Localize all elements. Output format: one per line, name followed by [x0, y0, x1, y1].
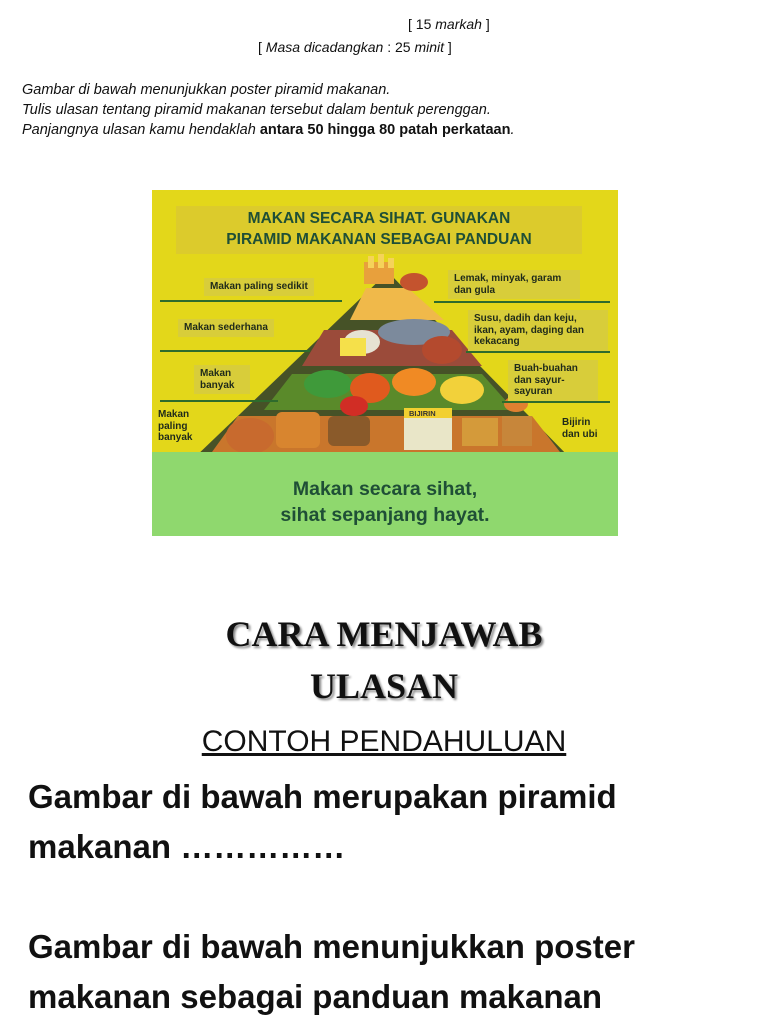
divider-line: [160, 350, 310, 352]
bijirin-tag: BIJIRIN: [409, 409, 436, 418]
label-bijirin-ubi: Bijirin dan ubi: [562, 417, 598, 440]
time-unit: minit: [414, 39, 445, 55]
poster-slogan-line-1: Makan secara sihat,: [292, 478, 478, 500]
time-line: [ Masa dicadangkan : 25 minit ]: [258, 39, 452, 55]
instruction-line-2: Tulis ulasan tentang piramid makanan tersebut dalam bentuk perenggan.: [22, 102, 491, 118]
instruction-line-3-end: .: [510, 122, 515, 138]
section-heading-line-1: CARA MENJAWAB: [225, 614, 543, 654]
label-makan-paling-sedikit: Makan paling sedikit: [204, 278, 314, 296]
marks-word: markah: [435, 16, 482, 32]
instruction-line-1: Gambar di bawah menunjukkan poster piramid makanan.: [22, 82, 391, 98]
divider-line: [502, 401, 610, 403]
time-value: 25: [394, 39, 411, 55]
instruction-word-count: antara 50 hingga 80 patah perkataan: [259, 122, 511, 138]
divider-line: [160, 300, 342, 302]
example-paragraph-1: [28, 772, 748, 872]
instructions: [22, 80, 742, 140]
example-2-line-2: makanan sebagai panduan makanan: [28, 978, 603, 1015]
example-1-line-2: makanan ……………: [28, 828, 346, 865]
example-paragraph-2: [28, 922, 748, 1022]
example-2-line-1: Gambar di bawah menunjukkan poster: [28, 928, 635, 965]
divider-line: [434, 301, 610, 303]
subheading: CONTOH PENDAHULUAN: [201, 725, 567, 758]
label-makan-banyak: Makan banyak: [194, 365, 250, 394]
example-1-line-1: Gambar di bawah merupakan piramid: [28, 778, 617, 815]
label-buah-sayur: Buah-buahan dan sayur-sayuran: [508, 360, 598, 401]
time-label: Masa dicadangkan: [265, 39, 384, 55]
divider-line: [466, 351, 610, 353]
instruction-line-3: [22, 120, 742, 140]
label-makan-sederhana: Makan sederhana: [178, 319, 274, 337]
marks-line: [ 15 markah ]: [408, 16, 490, 32]
poster-title-line-1: MAKAN SECARA SIHAT. GUNAKAN: [247, 210, 511, 227]
poster-slogan: [152, 476, 618, 528]
marks-value: 15: [415, 16, 432, 32]
poster-title-line-2: PIRAMID MAKANAN SEBAGAI PANDUAN: [226, 231, 532, 248]
label-makan-paling-banyak: Makan paling banyak: [158, 409, 193, 443]
label-susu-ikan: Susu, dadih dan keju, ikan, ayam, daging dan kekacang: [468, 310, 608, 351]
label-lemak-minyak: Lemak, minyak, garam dan gula: [448, 270, 580, 299]
instruction-line-3-italic: Panjangnya ulasan kamu hendaklah: [22, 122, 260, 138]
poster-slogan-line-2: sihat sepanjang hayat.: [280, 504, 490, 526]
section-heading-line-2: ULASAN: [309, 666, 459, 706]
divider-line: [160, 400, 278, 402]
food-pyramid-poster: [152, 190, 618, 536]
